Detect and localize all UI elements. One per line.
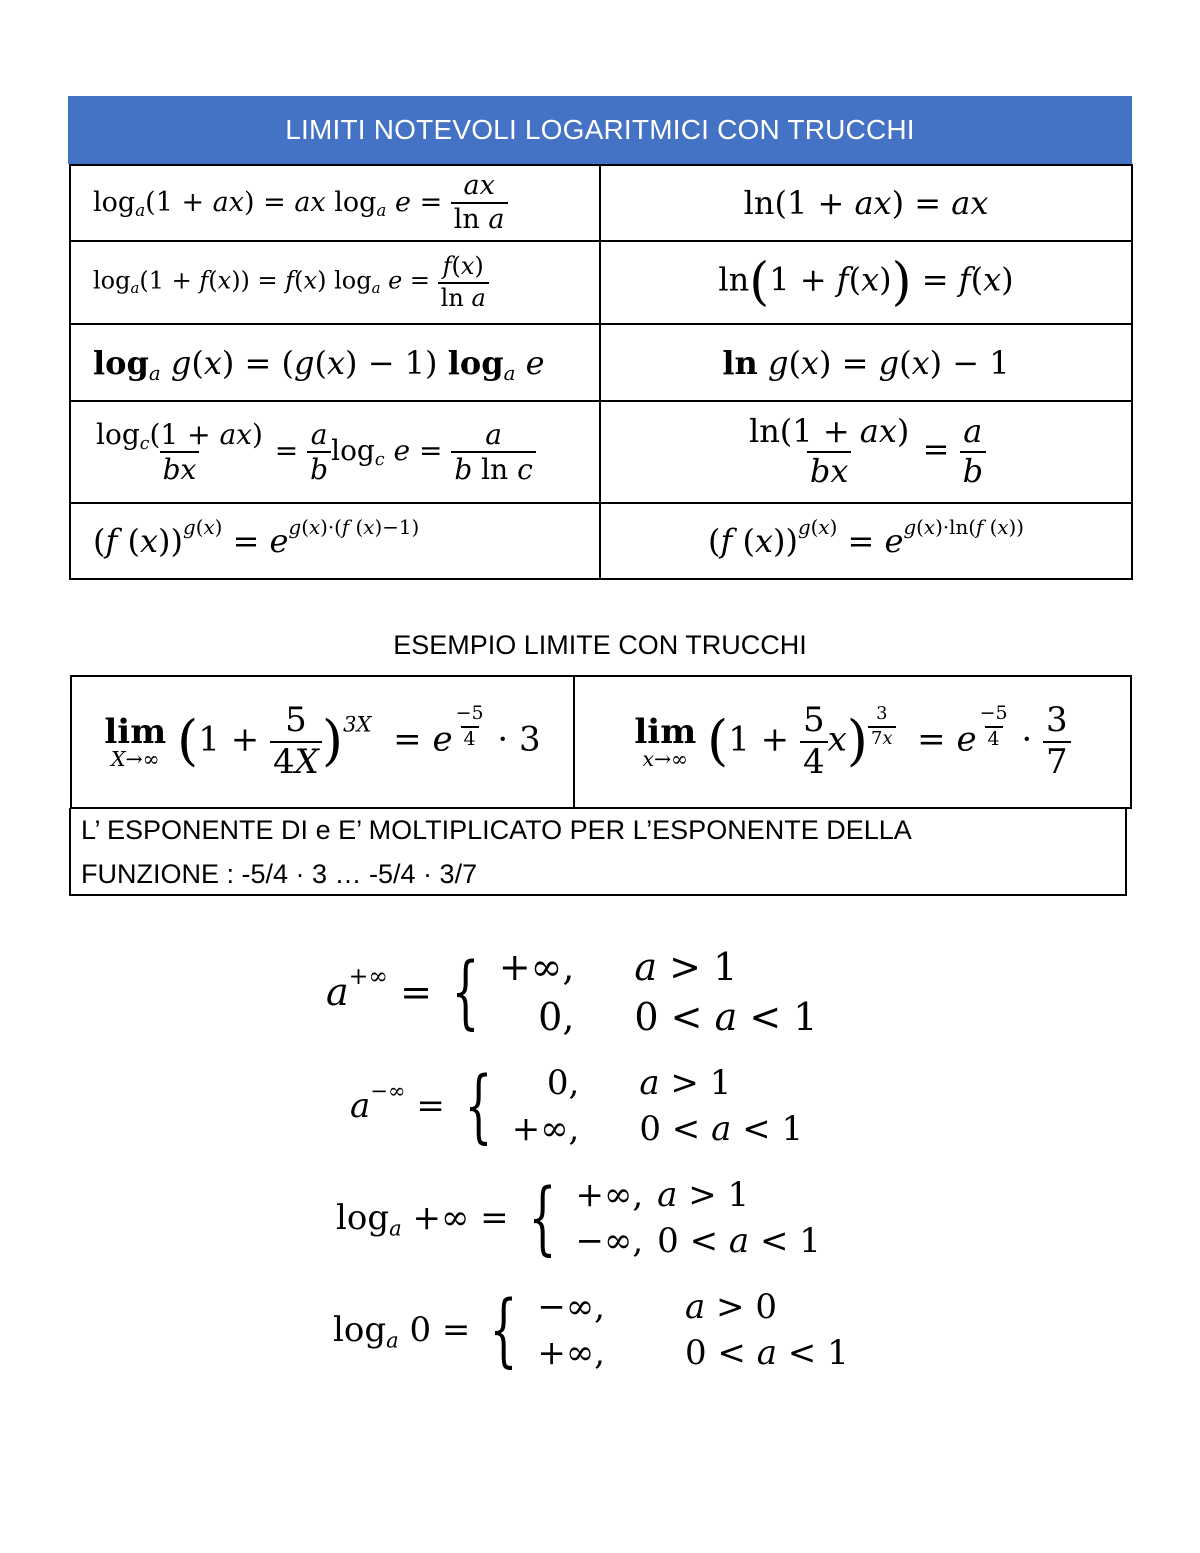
example-table xyxy=(70,675,1132,809)
page-title: LIMITI NOTEVOLI LOGARITMICI CON TRUCCHI xyxy=(68,96,1132,164)
case-a-plus-infinity: a+∞ = { +∞, a > 1 0, 0 < a < 1 xyxy=(326,945,818,1039)
example-note xyxy=(69,808,1127,896)
formula-ln-1-ax: ln(1 + ax) = ax xyxy=(600,165,1132,241)
note-line-1: L’ ESPONENTE DI e E’ MOLTIPLICATO PER L’ESPONENTE DELLA xyxy=(81,815,912,845)
case-a-minus-infinity: a−∞ = { 0, a > 1 +∞, 0 < a < 1 xyxy=(350,1059,804,1152)
formula-log-1-fx: $\log_a(1 + f(x)) = f(x)$ $\log_a e$ = $\frac{f(x)}{\text{ln a}}$ xyxy=(70,241,600,324)
case-log-plus-infinity: $\log_a$ +∞ = { +∞, a > 1 −∞, 0 < a < 1 xyxy=(336,1171,821,1264)
example-title: ESEMPIO LIMITE CON TRUCCHI xyxy=(393,630,807,660)
note-line-2: FUNZIONE : -5/4 · 3 … -5/4 · 3/7 xyxy=(81,859,478,889)
example-limit-1: lim X→∞ (1 + $\frac{5}{4X}$ )$^{3X}$ = e $^{\frac{-5}{4}}$ · 3 xyxy=(71,676,574,808)
example-limit-2: lim x→∞ (1 + $\frac{5}{4}$ x) $^{\frac{3}{7x}}$ = e $^{\frac{-5}{4}}$ · $\frac{3}{7}$ xyxy=(574,676,1131,808)
formula-log-1-ax: $\log_a(1 + ax)$ = ax $\log_a e$ = $\frac{ax}{\text{ln a}}$ xyxy=(70,165,600,241)
formula-logc-fraction: $\frac{\log_c(1 + ax)}{bx}$ = $\frac{a}{b}$ $\log_c e$ = $\frac{a}{\text{b ln c}}$ xyxy=(70,401,600,503)
formula-power-approx: (f $(x))^{g(x)} = e^{g(x)\cdot(f (x)-1)}$ xyxy=(70,503,600,579)
formula-ln-fraction: $\frac{\ln(1 + ax)}{bx}$ = $\frac{a}{b}$ xyxy=(600,401,1132,503)
case-log-zero: $\log_a 0$ = { −∞, a > 0 +∞, 0 < a < 1 xyxy=(333,1283,849,1376)
formula-ln-gx: ln g(x) = g(x) − 1 xyxy=(600,324,1132,401)
formulas-table xyxy=(69,164,1133,580)
formula-power-exact: (f $(x))^{g(x)} = e^{g(x)\cdot ln(f (x))}$ xyxy=(600,503,1132,579)
formula-ln-1-fx: ln(1 + f(x)) = f(x) xyxy=(600,241,1132,324)
formula-log-gx: $\log_a g(x) = (g(x) - 1)$ $\log_a e$ xyxy=(70,324,600,401)
